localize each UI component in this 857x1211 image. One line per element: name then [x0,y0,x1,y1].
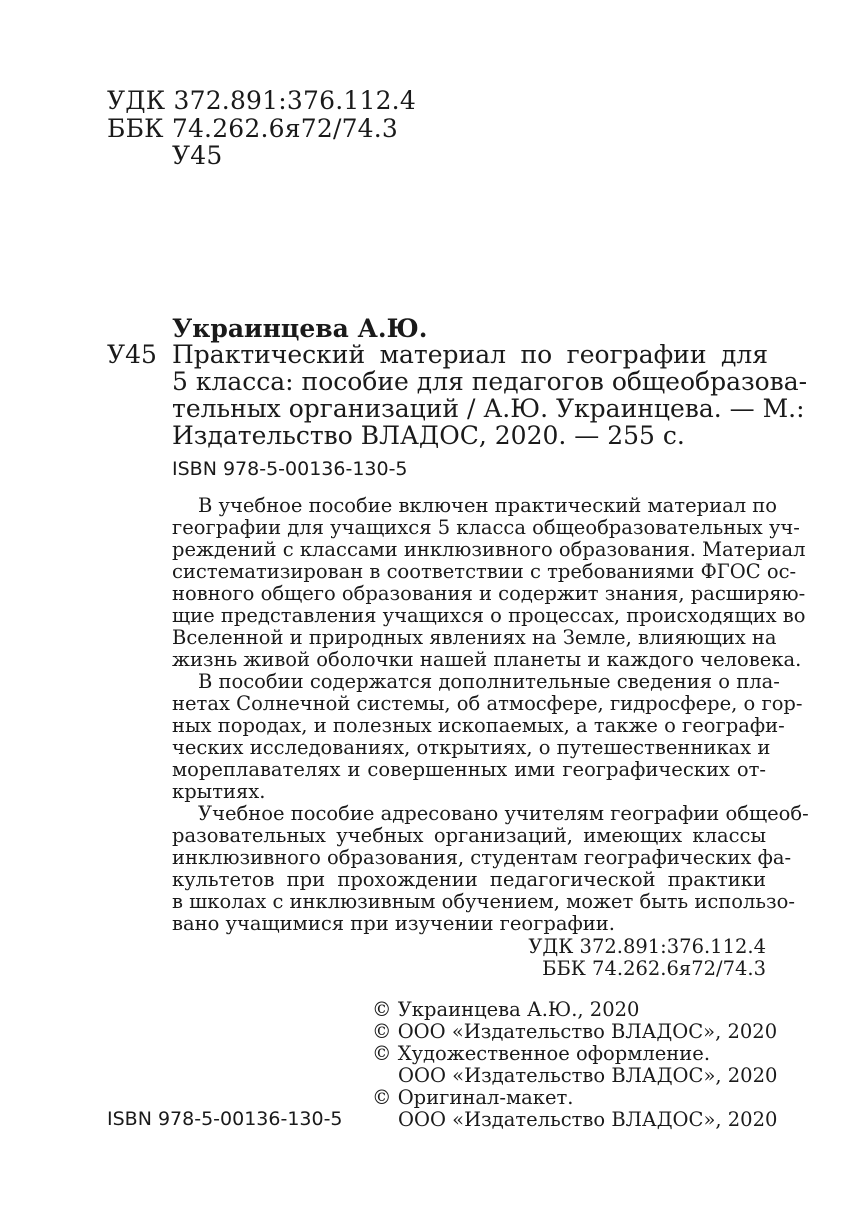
copyright-line: ООО «Издательство ВЛАДОС», 2020 [398,1108,778,1131]
abstract-line: культетов при прохождении педагогической практики [172,868,766,891]
abstract-line: жизнь живой оболочки нашей планеты и каждого человека. [172,648,802,671]
bib-author-mark: У45 [107,340,157,369]
abstract-udk: УДК 372.891:376.112.4 [528,935,766,958]
abstract-line: Вселенной и природных явлениях на Земле, влияющих на [172,626,777,649]
bib-line: тельных организаций / А.Ю. Украинцева. — М.: [172,394,805,423]
abstract-line: ческих исследованиях, открытиях, о путешественниках и [172,736,771,759]
copyright-line: © Оригинал-макет. [372,1086,574,1109]
abstract-line: инклюзивного образования, студентам географических фа- [172,846,792,869]
abstract-line: в школах с инклюзивным обучением, может быть использо- [172,890,795,913]
header-udk: УДК 372.891:376.112.4 [107,86,416,115]
abstract-line: В учебное пособие включен практический материал по [198,494,778,517]
header-author-mark: У45 [172,141,223,170]
abstract-line: В пособии содержатся дополнительные сведения о пла- [198,670,780,693]
copyright-line: © ООО «Издательство ВЛАДОС», 2020 [372,1020,778,1043]
abstract-line: нетах Солнечной системы, об атмосфере, гидросфере, о гор- [172,692,803,715]
bib-isbn: ISBN 978-5-00136-130-5 [172,458,408,480]
abstract-line: новного общего образования и содержит знания, расширяю- [172,582,806,605]
abstract-line: систематизирован в соответствии с требованиями ФГОС ос- [172,560,797,583]
footer-isbn: ISBN 978-5-00136-130-5 [107,1108,343,1130]
bib-description [172,340,808,453]
header-bbk: ББК 74.262.6я72/74.3 [107,114,399,143]
abstract-line: щие представления учащихся о процессах, происходящих во [172,604,806,627]
author-name: Украинцева А.Ю. [172,314,428,343]
abstract-line: крытиях. [172,780,266,803]
bib-line: Практический материал по географии для [172,340,768,369]
abstract-line: Учебное пособие адресовано учителям географии общеоб- [198,802,809,825]
abstract-bbk: ББК 74.262.6я72/74.3 [542,957,766,980]
bib-line: 5 класса: пособие для педагогов общеобразова- [172,367,808,396]
abstract-line: ных породах, и полезных ископаемых, а также о географи- [172,714,785,737]
abstract-line: разовательных учебных организаций, имеющих классы [172,824,766,847]
copyright-line: © Художественное оформление. [372,1042,711,1065]
abstract [172,494,809,935]
abstract-line: географии для учащихся 5 класса общеобразовательных уч- [172,516,800,539]
abstract-line: мореплавателях и совершенных ими географических от- [172,758,766,781]
copyright-line: © Украинцева А.Ю., 2020 [372,998,640,1021]
abstract-line: вано учащимися при изучении географии. [172,912,615,935]
copyright-line: ООО «Издательство ВЛАДОС», 2020 [398,1064,778,1087]
abstract-line: реждений с классами инклюзивного образования. Материал [172,538,806,561]
bib-line: Издательство ВЛАДОС, 2020. — 255 с. [172,421,685,450]
